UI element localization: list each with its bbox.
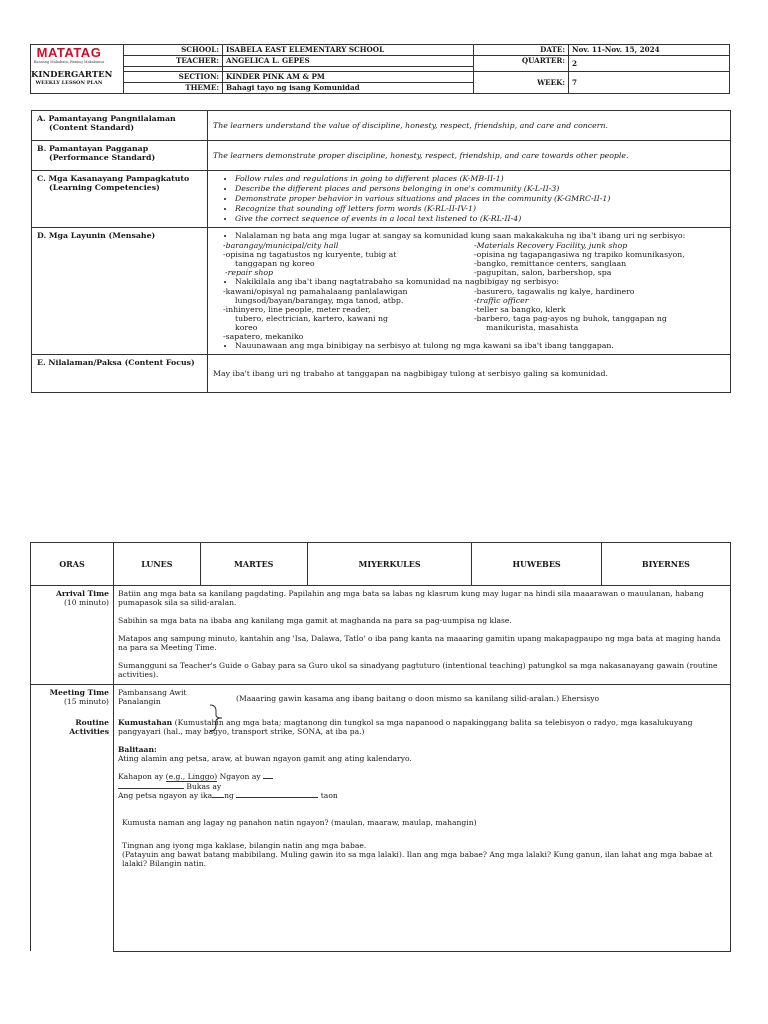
meeting-time-cell — [31, 685, 114, 952]
competencies-label — [32, 171, 208, 228]
list-item: -repair shop — [225, 268, 274, 277]
blank — [212, 797, 224, 798]
theme-value: Bahagi tayo ng isang Komunidad — [223, 83, 474, 94]
standards-table — [31, 110, 731, 393]
competencies-list — [208, 171, 731, 228]
sub-label: (Content Standard) — [49, 123, 135, 132]
list-item: • Demonstrate proper behavior in various situations and places in the community (K-GMRC-II-1) — [235, 194, 725, 203]
places-columns — [213, 241, 725, 277]
paragraph: Matapos ang sampung minuto, kantahin ang 'Isa, Dalawa, Tatlo' o iba pang kanta na maaaring gamitin upang makapagpaupo ng mga bata at maging handa na para sa Meeting Time. — [118, 634, 721, 652]
performance-standard-label — [32, 141, 208, 171]
blank — [236, 797, 318, 798]
section-label: SECTION: — [124, 72, 223, 83]
kahapon-line — [118, 772, 726, 782]
text: Ang petsa ngayon ay ika — [118, 791, 213, 800]
paragraph: Sabihin sa mga bata na ibaba ang kanilang mga gamit at maghanda na para sa pag-uumpisa ng klase. — [118, 616, 512, 625]
text: taon — [320, 791, 338, 800]
list-item: -opisina ng tagapangasiwa ng trapiko komunikasyon, — [474, 250, 685, 259]
text: Kahapon ay — [118, 772, 164, 781]
section-value: KINDER PINK AM & PM — [223, 72, 474, 83]
list-item: -inhinyero, line people, meter reader, — [223, 305, 371, 314]
week-value: 7 — [569, 72, 730, 94]
quarter-value: 2 — [569, 56, 730, 72]
content-focus-label: E. Nilalaman/Paksa (Content Focus) — [32, 355, 208, 393]
list-item: -kawani/opisyal ng pamahalaang panlalawigan — [223, 287, 408, 296]
objectives-label: D. Mga Layunin (Mensahe) — [32, 228, 208, 355]
curly-brace-icon — [208, 703, 228, 733]
list-item: • Describe the different places and persons belonging in one's community (K-L-II-3) — [235, 184, 725, 193]
time-label: Meeting Time — [49, 688, 109, 697]
col-lunes: LUNES — [114, 543, 201, 586]
balitaan-paragraph — [118, 745, 726, 763]
places-right — [474, 241, 725, 277]
balitaan-title: Balitaan: — [118, 745, 157, 754]
routine-label: Routine Activities — [69, 718, 109, 736]
plan-type: WEEKLY LESSON PLAN — [35, 80, 103, 86]
list-item: -pagupitan, salon, barbershop, spa — [474, 268, 612, 277]
teacher-value: ANGELICA L. GEPES — [223, 56, 474, 67]
kumustahan-text: (Kumustahin ang mga bata; magtanong din tungkol sa mga napanood o napakinggang balita sa telebisyon o radyo, mga kasalukuyang pangyayari (hal., may bagyo, transport strike, SONA, at iba pa.) — [118, 718, 693, 736]
text: Bukas ay — [186, 782, 222, 791]
places-left — [223, 241, 474, 277]
workers-left — [223, 287, 474, 341]
col-martes: MARTES — [200, 543, 307, 586]
list-item: -Materials Recovery Facility, junk shop — [474, 241, 628, 250]
time-label: Arrival Time — [55, 589, 109, 598]
meeting-note: (Maaaring gawin kasama ang ibang baitang o doon mismo sa kanilang silid-aralan.) Ehersisyo — [236, 694, 600, 703]
week-label: WEEK: — [474, 72, 569, 94]
schedule-header-row — [31, 543, 731, 586]
content-standard-label — [32, 111, 208, 141]
time-duration: (10 minuto) — [63, 598, 109, 607]
col-huwebes: HUWEBES — [472, 543, 601, 586]
list-item: -barangay/municipal/city hall — [223, 241, 339, 250]
meeting-line: Pambansang Awit — [118, 688, 187, 697]
kumustahan-title: Kumustahan — [118, 718, 173, 727]
label-text: A. Pamantayang Pangnilalaman — [37, 114, 176, 123]
list-item: • Nakikilala ang iba't ibang nagtatrabaho sa komunidad na nagbibigay ng serbisyo: — [235, 277, 725, 286]
workers-right — [474, 287, 725, 341]
meeting-line: Panalangin — [118, 697, 161, 706]
teacher-label: TEACHER: — [124, 56, 223, 67]
balitaan-text: Ating alamin ang petsa, araw, at buwan ngayon gamit ang ating kalendaryo. — [118, 754, 412, 763]
logo-tagline: Bansang Makabata, Batang Makabansa — [33, 60, 105, 64]
arrival-content — [114, 586, 731, 685]
schedule-table — [30, 542, 731, 952]
text: Ngayon ay — [219, 772, 261, 781]
list-item: -barbero, taga pag-ayos ng buhok, tanggapan ng — [474, 314, 667, 323]
kaklase-line: Tingnan ang iyong mga kaklase, bilangin natin ang mga babae. — [122, 841, 367, 850]
header-info-table — [30, 44, 730, 94]
list-item: tanggapan ng koreo — [235, 259, 315, 268]
school-value: ISABELA EAST ELEMENTARY SCHOOL — [223, 45, 474, 56]
meeting-content — [114, 685, 731, 952]
list-item: • Nauunawaan ang mga binibigay na serbisyo at tulong ng mga kawani sa iba't ibang tanggapan. — [235, 341, 725, 350]
sub-label: (Learning Competencies) — [49, 183, 160, 192]
bukas-line — [118, 782, 726, 791]
school-label: SCHOOL: — [124, 45, 223, 56]
list-item: • Follow rules and regulations in going to different places (K-MB-II-1) — [235, 174, 725, 183]
objectives-content — [208, 228, 731, 355]
logo-text: MATATAG — [36, 45, 102, 60]
quarter-label: QUARTER: — [474, 56, 569, 72]
label-text: B. Pamantayan Pagganap — [37, 144, 149, 153]
list-item: koreo — [235, 323, 258, 332]
col-miyerkules: MIYERKULES — [307, 543, 472, 586]
list-item: • Recognize that sounding off letters form words (K-RL-II-IV-1) — [235, 204, 725, 213]
list-item: • Give the correct sequence of events in a local text listened to (K-RL-II-4) — [235, 214, 725, 223]
col-biyernes: BIYERNES — [601, 543, 730, 586]
blank — [118, 788, 184, 789]
time-duration: (15 minuto) — [63, 697, 109, 706]
content-standard-text: The learners understand the value of discipline, honesty, respect, friendship, and care and concern. — [208, 111, 731, 141]
content-focus-text: May iba't ibang uri ng trabaho at tanggapan na nagbibigay tulong at serbisyo galing sa komunidad. — [208, 355, 731, 393]
list-item: tubero, electrician, kartero, kawani ng — [235, 314, 388, 323]
performance-standard-text: The learners demonstrate proper discipline, honesty, respect, friendship, and care towards other people. — [208, 141, 731, 171]
list-item: -sapatero, mekaniko — [223, 332, 304, 341]
paragraph: Sumangguni sa Teacher's Guide o Gabay para sa Guro ukol sa sinadyang pagtuturo (intentional teaching) patungkol sa mga nakasanayang gawain (routine activities). — [118, 661, 718, 679]
paragraph: Batiin ang mga bata sa kanilang pagdating. Papilahin ang mga bata sa labas ng klasrum kung may lugar na hindi sila maaarawan o mauulanan, habang pumapasok sila sa silid-aralan. — [118, 589, 704, 607]
sub-label: (Performance Standard) — [49, 153, 156, 162]
blank — [263, 778, 273, 779]
list-item: -teller sa bangko, klerk — [474, 305, 566, 314]
grade-level: KINDERGARTEN — [31, 70, 113, 80]
meeting-row — [31, 685, 731, 952]
list-item: -bangko, remittance centers, sanglaan — [474, 259, 627, 268]
list-item: • Nalalaman ng bata ang mga lugar at sangay sa komunidad kung saan makakakuha ng iba't ibang uri ng serbisyo: — [235, 231, 725, 240]
text: ng — [224, 791, 234, 800]
date-value: Nov. 11-Nov. 15, 2024 — [569, 45, 730, 56]
list-item: -opisina ng tagatustos ng kuryente, tubig at — [223, 250, 397, 259]
col-oras: ORAS — [31, 543, 114, 586]
underlined-example: (e.g., Linggo) — [165, 772, 218, 781]
kaklase-line: (Patayuin ang bawat batang mabibilang. Muling gawin ito sa mga lalaki). Ilan ang mga babae? Ang mga lalaki? Kung ganun, ilan lahat ang mga babae at lalaki? Bilangin natin. — [122, 850, 713, 868]
theme-label: THEME: — [124, 83, 223, 94]
list-item: -basurero, tagawalis ng kalye, hardinero — [474, 287, 635, 296]
logo-cell — [31, 45, 124, 94]
date-label: DATE: — [474, 45, 569, 56]
list-item: -traffic officer — [474, 296, 529, 305]
label-text: C. Mga Kasanayang Pampagkatuto — [37, 174, 190, 183]
panahon-paragraph: Kumusta naman ang lagay ng panahon natin ngayon? (maulan, maaraw, maulap, mahangin) — [122, 818, 477, 827]
workers-columns — [213, 287, 725, 341]
list-item: manikurista, masahista — [486, 323, 579, 332]
petsa-line — [118, 791, 726, 800]
list-item: lungsod/bayan/barangay, mga tanod, atbp. — [235, 296, 404, 305]
arrival-time-cell — [31, 586, 114, 685]
arrival-row — [31, 586, 731, 685]
